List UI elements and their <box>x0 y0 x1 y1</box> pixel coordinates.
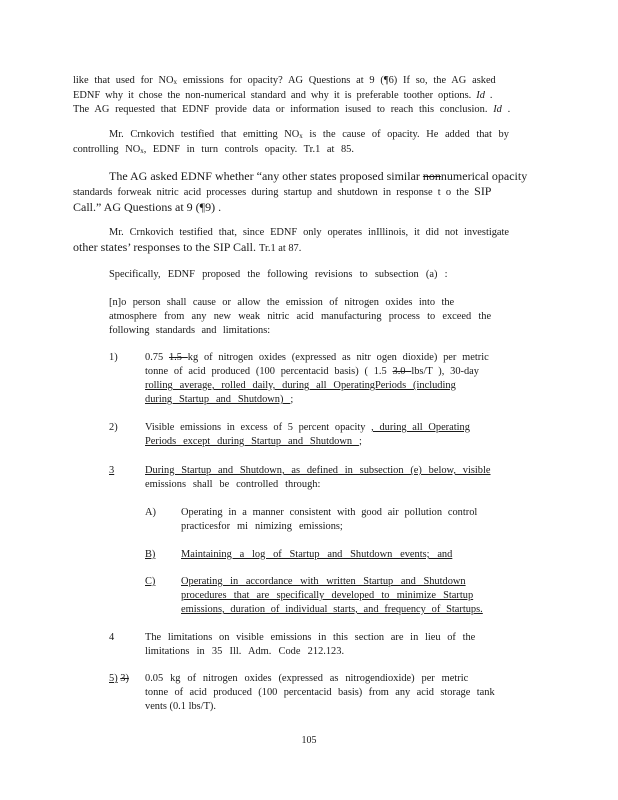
text-run: other states’ responses to the SIP Call. <box>73 240 259 254</box>
text-line: emissions shall be controlled through: <box>145 479 321 490</box>
citation-id: Id <box>493 104 502 115</box>
text-line: [n]o person shall cause or allow the emission of nitrogen oxides into the <box>109 297 455 308</box>
paragraph-ag-question-opacity <box>73 74 510 117</box>
text-line <box>73 103 510 117</box>
inserted-text: Periods except during Startup and Shutdown <box>145 436 359 447</box>
list-number: 2) <box>109 422 118 433</box>
sublist-label: B) <box>145 549 156 560</box>
text-run: 0.75 <box>145 352 169 363</box>
text-run: emissions for opacity? AG Questions at 9 (¶6) If so, the AG asked <box>177 75 496 86</box>
list-item-5 <box>145 672 495 714</box>
text-run: lbs/T ), 30-day <box>411 366 479 377</box>
text-run: Visible emissions in excess of 5 percent opacity <box>145 422 372 433</box>
text-line <box>145 351 489 365</box>
text-run: SIP <box>474 184 492 198</box>
text-line <box>145 421 470 435</box>
struck-text: 3.0 <box>392 366 412 377</box>
sublist-item-a <box>181 506 477 534</box>
list-item-3 <box>145 464 491 492</box>
text-run: like that used for NO <box>73 75 174 86</box>
text-run: kg of nitrogen oxides (expressed as nitr ogen dioxide) per metric <box>187 352 489 363</box>
text-run: The AG asked EDNF whether “any other states proposed similar <box>109 169 423 183</box>
list-number: 3 <box>109 465 115 476</box>
list-number <box>109 672 129 686</box>
text-line: Maintaining a log of Startup and Shutdown events; and <box>181 549 453 560</box>
text-line: Operating in a manner consistent with good air pollution control <box>181 507 478 518</box>
text-line: vents (0.1 lbs/T). <box>145 701 216 712</box>
text-line: procedures that are specifically developed to minimize Startup <box>181 590 474 601</box>
text-run: , EDNF in turn controls opacity. Tr.1 at 85. <box>143 144 354 155</box>
sublist-item-c <box>181 575 483 617</box>
struck-text: 1.5 <box>168 352 188 363</box>
text-line <box>73 74 510 89</box>
text-run: . <box>501 104 511 115</box>
text-run: is the cause of opacity. He added that by <box>302 129 509 140</box>
paragraph-specifically <box>109 268 448 282</box>
text-line <box>145 365 489 379</box>
subscript: x <box>299 132 303 140</box>
text-line: rolling average, rolled daily, during all OperatingPeriods (including <box>145 380 456 391</box>
text-line: Operating in accordance with written Startup and Shutdown <box>181 576 466 587</box>
text-line: Mr. Crnkovich testified that, since EDNF only operates inIllinois, it did not investigate <box>109 227 510 238</box>
text-line: Specifically, EDNF proposed the following revisions to subsection (a) : <box>109 269 448 280</box>
text-run: ; <box>358 436 362 447</box>
text-run: Tr.1 at 87. <box>258 243 302 254</box>
inserted-text: during Startup and Shutdown) <box>145 394 291 405</box>
text-line: atmosphere from any new weak nitric acid manufacturing process to exceed the <box>109 311 492 322</box>
block-quote <box>109 296 491 338</box>
text-line <box>73 184 527 200</box>
sublist-item-b <box>181 548 452 562</box>
text-line <box>145 393 489 407</box>
text-line <box>73 169 527 184</box>
subscript: x <box>173 78 178 86</box>
list-number: 4 <box>109 632 115 643</box>
text-run: tonne of acid produced (100 percentacid basis) ( 1.5 <box>145 366 393 377</box>
text-run: Call.” AG Questions at 9 (¶9) . <box>73 200 222 214</box>
text-line <box>73 200 527 215</box>
text-line <box>73 89 510 103</box>
text-run: EDNF why it chose the non-numerical standard and why it is preferable toother options. <box>73 90 477 101</box>
struck-text: 3) <box>120 673 129 684</box>
text-line <box>73 143 509 158</box>
text-line <box>73 128 509 143</box>
text-run: numerical opacity <box>440 169 528 183</box>
text-line <box>145 435 470 449</box>
subscript: x <box>140 147 144 155</box>
text-run: controlling NO <box>73 144 141 155</box>
text-line: limitations in 35 Ill. Adm. Code 212.123. <box>145 646 345 657</box>
sublist-label: A) <box>145 507 156 518</box>
text-line: During Startup and Shutdown, as defined in subsection (e) below, visible <box>145 465 491 476</box>
text-line <box>73 240 509 256</box>
list-item-4 <box>145 631 475 659</box>
struck-text: non <box>422 169 441 183</box>
text-run: The AG requested that EDNF provide data or information isused to reach this conclusion. <box>73 104 494 115</box>
list-item-2 <box>145 421 470 449</box>
page-number: 105 <box>301 735 317 746</box>
citation-id: Id <box>476 90 485 101</box>
list-item-1 <box>145 351 489 407</box>
text-run: Mr. Crnkovich testified that emitting NO <box>109 129 300 140</box>
inserted-text: , during all Operating <box>371 422 470 433</box>
text-run: . <box>484 90 493 101</box>
text-line: emissions, duration of individual starts, and frequency of Startups. <box>181 604 483 615</box>
inserted-text: 5) <box>109 673 118 684</box>
sublist-label: C) <box>145 576 156 587</box>
list-number: 1) <box>109 352 118 363</box>
text-run: standards forweak nitric acid processes during startup and shutdown in response t o the <box>73 187 475 198</box>
text-line: 0.05 kg of nitrogen oxides (expressed as nitrogendioxide) per metric <box>145 673 469 684</box>
text-line: following standards and limitations: <box>109 325 271 336</box>
paragraph-ag-other-states <box>73 169 527 215</box>
paragraph-crnkovich-nox <box>73 128 509 158</box>
text-line: The limitations on visible emissions in this section are in lieu of the <box>145 632 476 643</box>
text-run: ; <box>290 394 294 405</box>
paragraph-crnkovich-illinois <box>73 226 509 256</box>
text-line: tonne of acid produced (100 percentacid basis) from any acid storage tank <box>145 687 495 698</box>
text-line: practicesfor mi nimizing emissions; <box>181 521 343 532</box>
